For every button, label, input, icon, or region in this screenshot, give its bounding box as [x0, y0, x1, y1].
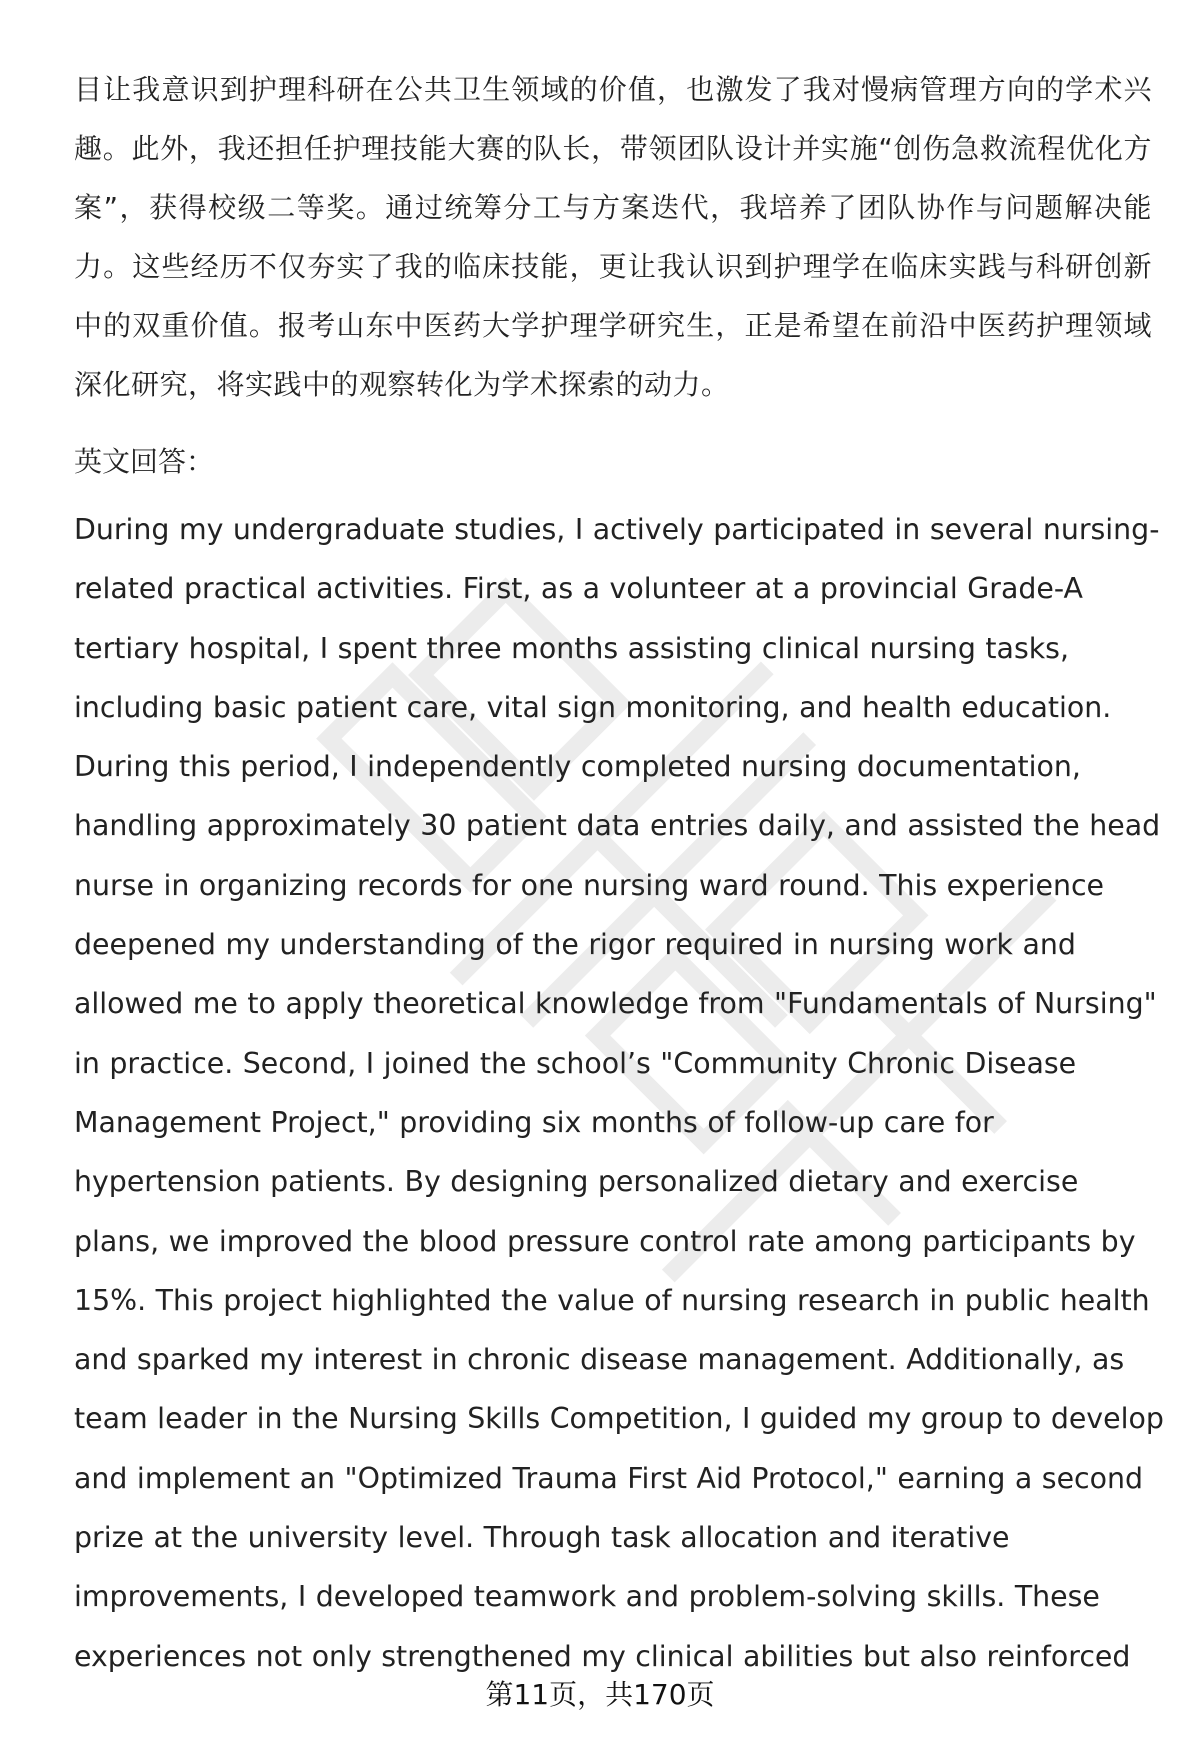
chinese-paragraph: 目让我意识到护理科研在公共卫生领域的价值，也激发了我对慢病管理方向的学术兴趣。此外，我还担任护理技能大赛的队长，带领团队设计并实施“创伤急救流程优化方案”，获得校级二等奖。通过统筹分工与方案迭代，我培养了团队协作与问题解决能力。这些经历不仅夯实了我的临床技能，更让我认识到护理学在临床实践与科研创新中的双重价值。报考山东中医药大学护理学研究生，正是希望在前沿中医药护理领域深化研究，将实践中的观察转化为学术探索的动力。 [74, 73, 1152, 401]
english-paragraph: During my undergraduate studies, I actively participated in several nursing-related practical activities. First, as a volunteer at a provincial Grade-A tertiary hospital, I spent three months assisting clinical nursing tasks, including basic patient care, vital sign monitoring, and health education. During this period, I independently completed nursing documentation, handling approximately 30 patient data entries daily, and assisted the head nurse in organizing records for one nursing ward round. This experience deepened my understanding of the rigor required in nursing work and allowed me to apply theoretical knowledge from "Fundamentals of Nursing" in practice. Second, I joined the school’s "Community Chronic Disease Management Project," providing six months of follow-up care for hypertension patients. By designing personalized dietary and exercise plans, we improved the blood pressure control rate among participants by 15%. This project highlighted the value of nursing research in public health and sparked my interest in chronic disease management. Additionally, as team leader in the Nursing Skills Competition, I guided my group to develop and implement an "Optimized Trauma First Aid Protocol," earning a second prize at the university level. Through task allocation and iterative improvements, I developed teamwork and problem-solving skills. These experiences not only strengthened my clinical abilities but also reinforced [74, 513, 1164, 1673]
english-answer-label: 英文回答： [74, 445, 215, 478]
page-number-footer: 第11页，共170页 [485, 1678, 715, 1711]
